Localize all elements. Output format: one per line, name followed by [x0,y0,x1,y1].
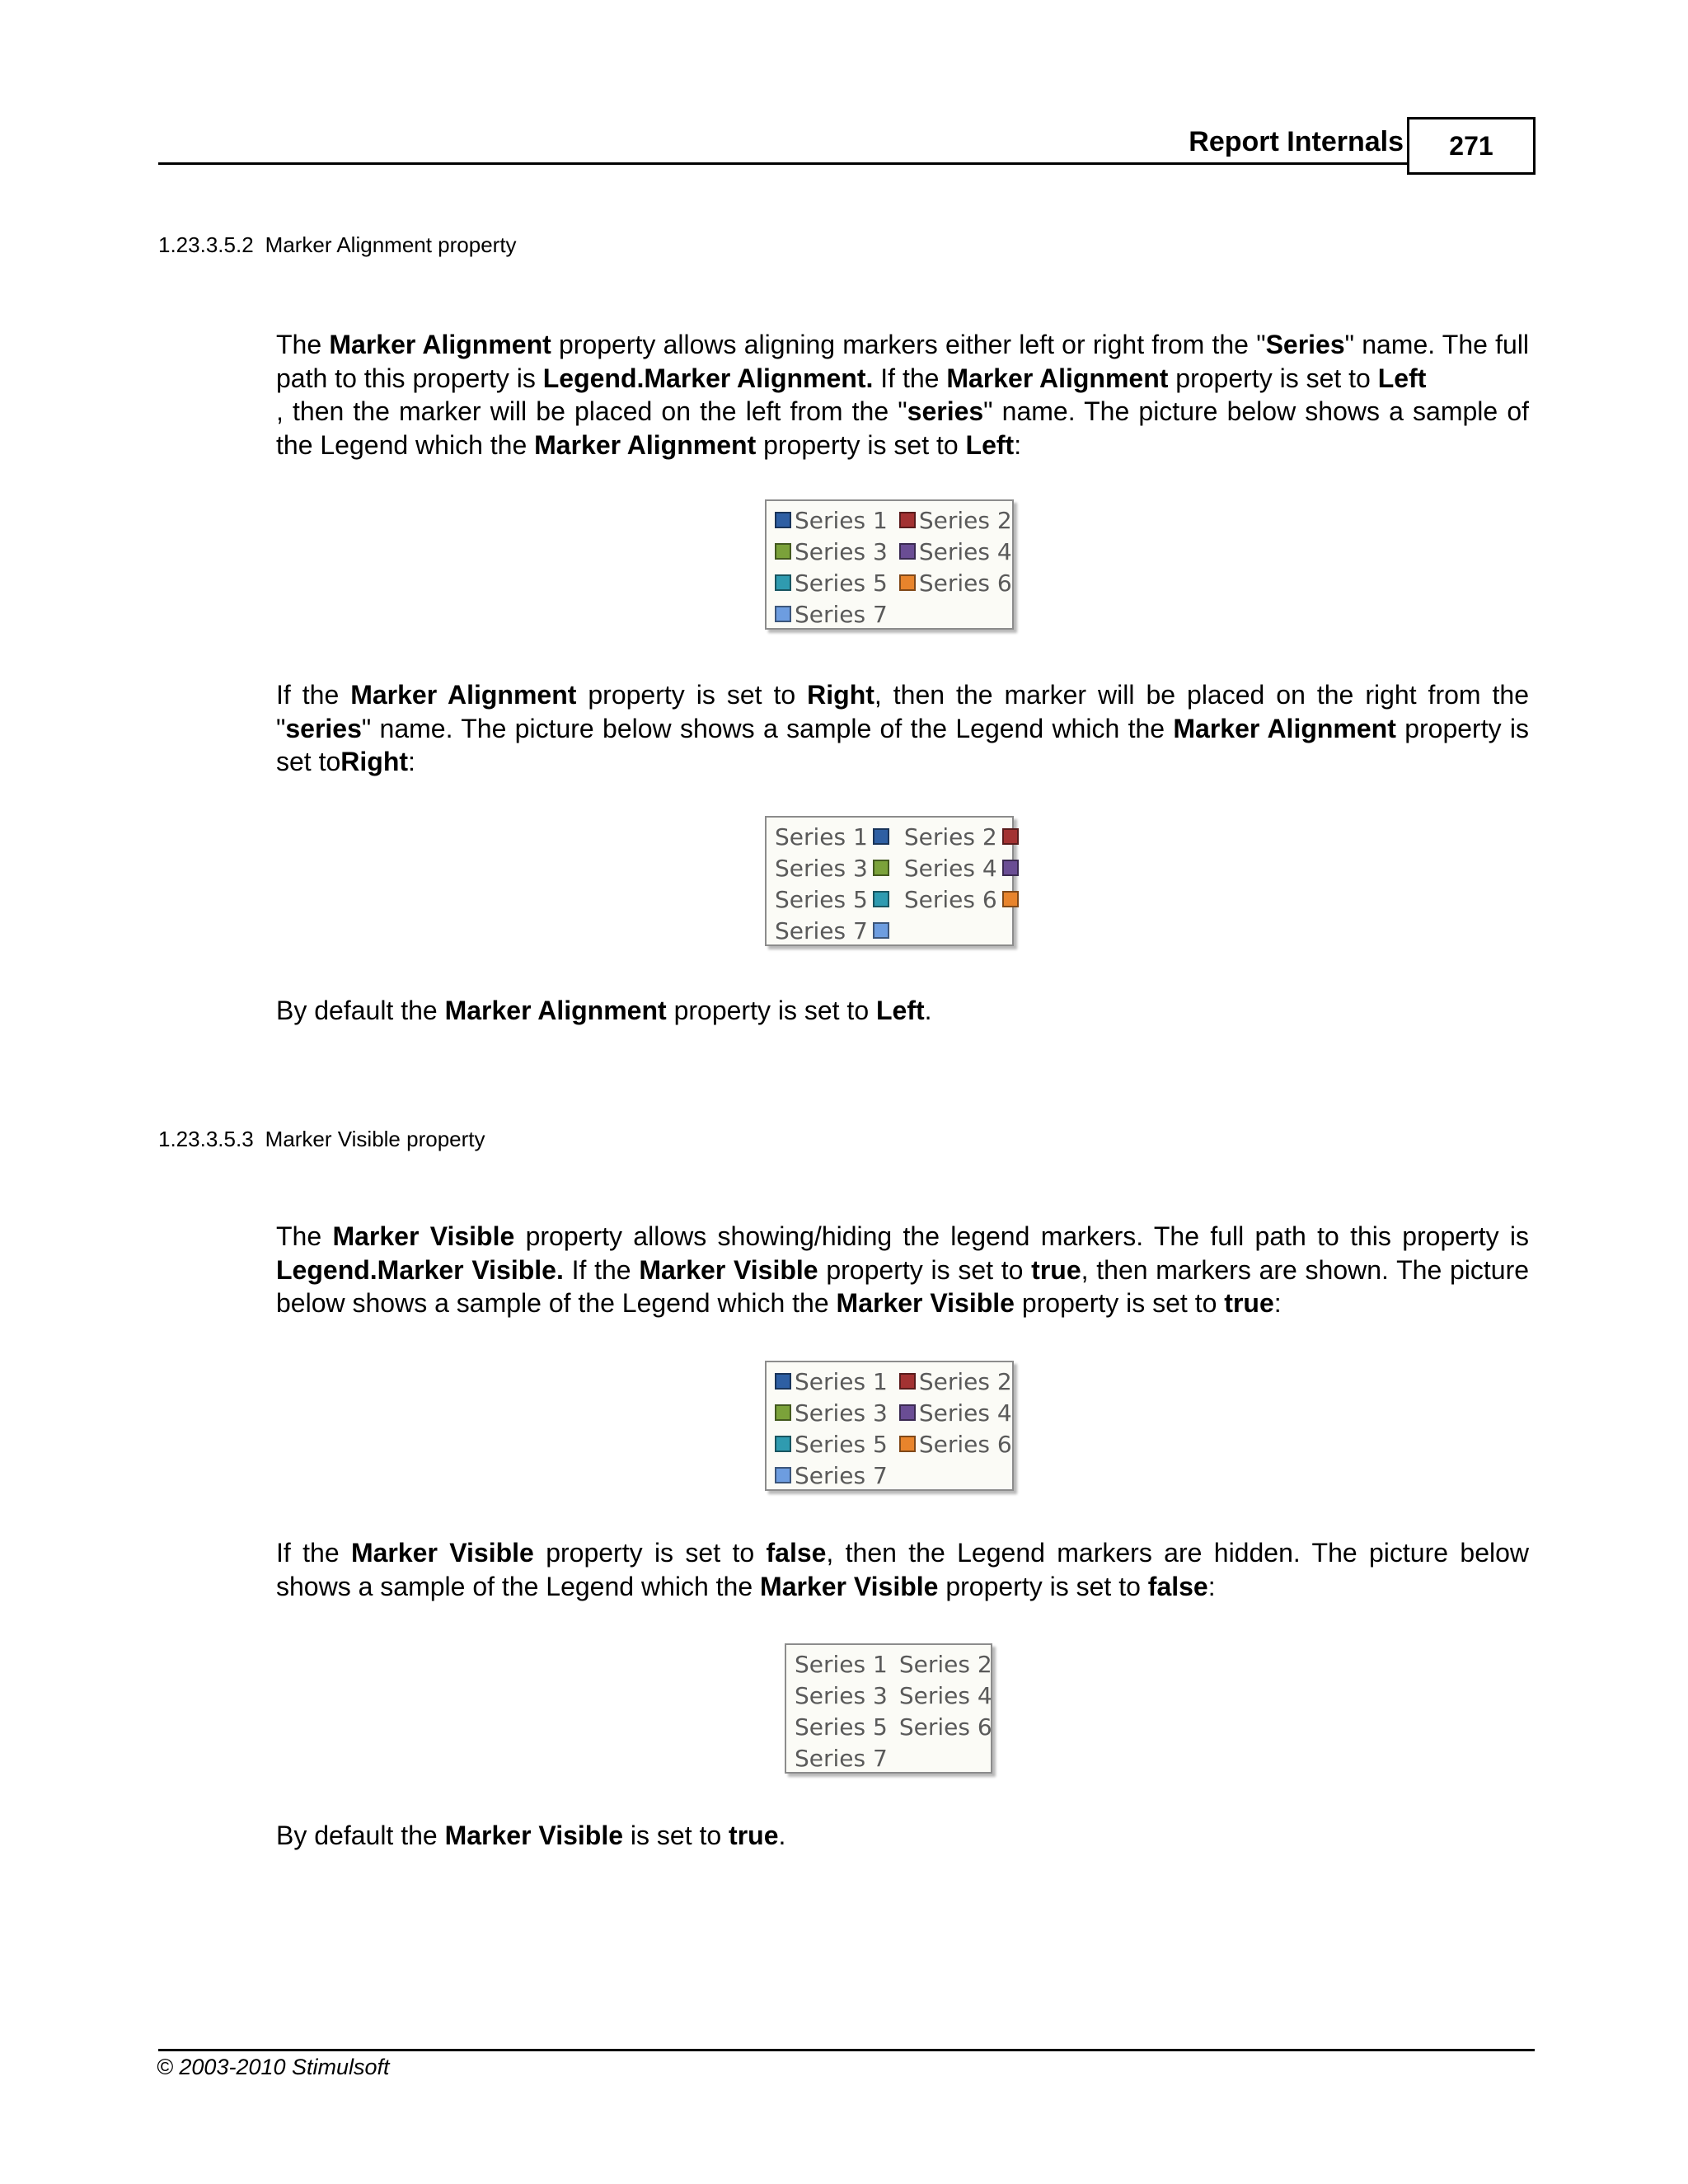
legend-item-label: Series 4 [898,1681,992,1709]
legend-item [899,536,1012,567]
legend-item [899,567,1012,598]
legend-item [904,852,1022,883]
legend-grid [775,1366,1012,1491]
legend-item [775,821,893,852]
legend-marker-icon [1002,891,1019,907]
legend-item [775,598,888,630]
paragraph-marker-alignment-intro: The Marker Alignment property allows aligning markers either left or right from the "Series" name. The full path to this property is Legend.Marker Alignment. If the Marker Alignment property is set to Left , then the marker will be placed on the left from the "series" name. The picture below shows a sample of the Legend which the Marker Alignment property is set to Left: [276,330,1530,460]
legend-marker-icon [899,543,916,560]
header-rule [158,162,1407,165]
legend-marker-icon [775,606,791,622]
legend-item [775,536,888,567]
legend-item [899,1711,992,1742]
legend-grid [775,504,1012,630]
legend-item-label: Series 7 [795,1744,888,1772]
running-header-title: Report Internals [1189,126,1404,157]
legend-item-label: Series 7 [795,1461,888,1489]
legend-item-label: Series 5 [795,569,888,597]
legend-marker-icon [873,891,889,907]
legend-item-label: Series 4 [903,854,997,882]
legend-item-label: Series 1 [775,823,868,851]
legend-grid [795,1648,992,1774]
legend-item-label: Series 7 [775,916,868,944]
legend-item-label: Series 7 [795,600,888,628]
legend-item-label: Series 2 [918,506,1012,534]
paragraph-marker-visible-intro: The Marker Visible property allows showing/hiding the legend markers. The full path to this property is Legend.Marker Visible. If the Marker Visible property is set to true, then markers are shown. The picture below shows a sample of the Legend which the Marker Visible property is set to true: [276,1221,1530,1318]
legend-marker-icon [873,860,889,876]
legend-item-label: Series 4 [918,1399,1012,1427]
footer-rule [158,2049,1535,2051]
section-number: 1.23.3.5.2 [158,232,254,257]
page-number: 271 [1407,117,1536,175]
paragraph-marker-alignment-right: If the Marker Alignment property is set to Right, then the marker will be placed on the right from the "series" name. The picture below shows a sample of the Legend which the Marker Alignment property is set toRight: [276,680,1530,776]
legend-item-label: Series 6 [918,569,1012,597]
legend-item-label: Series 3 [775,854,868,882]
legend-item [775,1460,888,1491]
legend-marker-icon [775,1404,791,1421]
legend-item [795,1648,888,1680]
legend-marker-icon [1002,828,1019,845]
legend-item [899,1397,1012,1428]
legend-item [899,1428,1012,1460]
legend-item-label: Series 4 [918,537,1012,565]
legend-item [775,504,888,536]
legend-marker-icon [899,574,916,591]
legend-marker-icon [899,1436,916,1452]
legend-marker-icon [775,1436,791,1452]
legend-item-label: Series 6 [903,885,997,913]
legend-item-label: Series 5 [795,1713,888,1741]
legend-item [899,1648,992,1680]
legend-marker-icon [775,543,791,560]
legend-item-label: Series 3 [795,1681,888,1709]
legend-marker-icon [873,922,889,939]
legend-item-label: Series 6 [918,1430,1012,1458]
section-title: Marker Visible property [265,1127,485,1151]
legend-item-label: Series 3 [795,1399,888,1427]
paragraph-marker-alignment-default: By default the Marker Alignment property is set to Left. [276,996,932,1025]
legend-grid [775,821,1022,946]
legend-item [899,1366,1012,1397]
legend-item-label: Series 2 [903,823,997,851]
legend-sample-marker-left [765,499,1014,630]
paragraph-marker-visible-default: By default the Marker Visible is set to true. [276,1821,786,1850]
legend-item [899,1680,992,1711]
legend-item-label: Series 2 [918,1367,1012,1395]
legend-marker-icon [1002,860,1019,876]
section-heading-marker-visible [158,1126,485,1152]
section-number: 1.23.3.5.3 [158,1127,254,1151]
legend-item-label: Series 1 [795,506,888,534]
legend-item [795,1711,888,1742]
legend-item-label: Series 3 [795,537,888,565]
legend-item [904,821,1022,852]
legend-marker-icon [899,512,916,528]
legend-marker-icon [899,1373,916,1390]
legend-item [795,1680,888,1711]
legend-item-label: Series 1 [795,1367,888,1395]
legend-marker-icon [775,574,791,591]
legend-item [904,883,1022,915]
paragraph-marker-visible-false: If the Marker Visible property is set to false, then the Legend markers are hidden. The picture below shows a sample of the Legend which the Marker Visible property is set to false: [276,1538,1530,1601]
legend-sample-marker-visible [765,1361,1014,1491]
section-heading-marker-alignment [158,232,517,258]
footer-copyright: © 2003-2010 Stimulsoft [157,2055,390,2079]
legend-item-label: Series 6 [898,1713,992,1741]
legend-item-label: Series 2 [898,1650,992,1678]
legend-item [775,1428,888,1460]
legend-item [775,883,893,915]
legend-item-label: Series 5 [795,1430,888,1458]
legend-marker-icon [775,512,791,528]
legend-sample-marker-right [765,816,1014,946]
legend-item [775,567,888,598]
legend-item [899,504,1012,536]
legend-marker-icon [775,1467,791,1483]
legend-marker-icon [899,1404,916,1421]
legend-item [795,1742,888,1774]
legend-item [775,1397,888,1428]
legend-item [775,852,893,883]
legend-item [775,915,893,946]
legend-item-label: Series 1 [795,1650,888,1678]
legend-item [775,1366,888,1397]
legend-item-label: Series 5 [775,885,868,913]
legend-marker-icon [775,1373,791,1390]
section-title: Marker Alignment property [265,232,517,257]
legend-marker-icon [873,828,889,845]
legend-sample-marker-hidden [785,1643,992,1774]
